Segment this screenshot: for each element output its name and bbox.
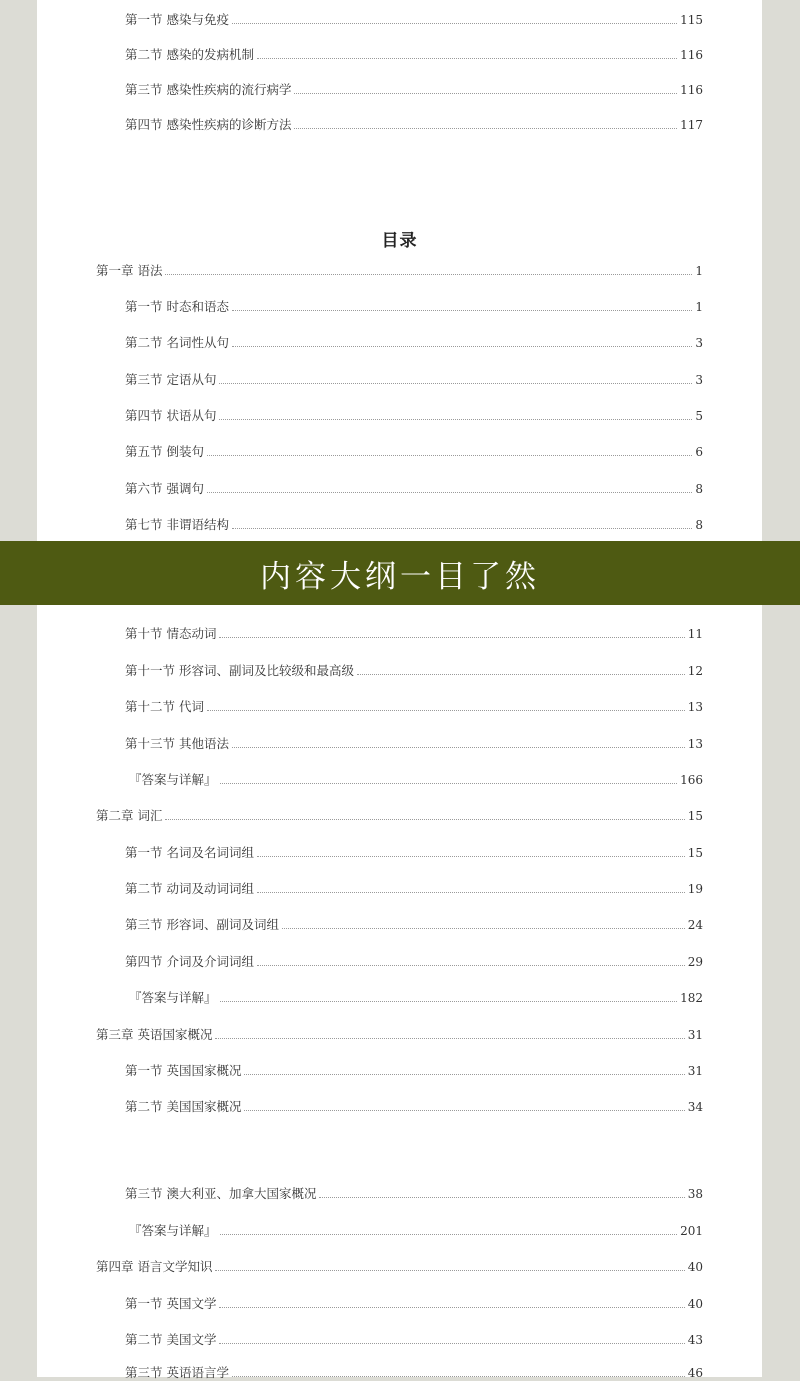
toc-leader [244,1073,684,1075]
toc-leader [232,309,692,311]
toc-entry [125,1292,703,1312]
banner-text: 内容大纲一目了然 [260,558,540,595]
toc-leader [220,782,678,784]
toc-leader [257,57,677,59]
toc-entry-page: 3 [695,373,703,387]
toc-leader [215,1269,684,1271]
toc-entry [125,695,703,715]
toc-entry-label: 第十三节 其他语法 [125,736,229,751]
toc-entry-page: 46 [687,1366,703,1380]
toc-entry [125,950,703,970]
toc-entry-page: 29 [687,955,703,969]
toc-chapter [96,259,703,279]
toc-entry-label: 第二节 名词性从句 [125,335,229,350]
toc-leader [220,1233,678,1235]
toc-entry-label: 第二节 美国国家概况 [125,1099,242,1114]
toc-entry-label: 第一节 名词及名词词组 [125,845,254,860]
toc-entry [125,440,703,460]
toc-entry-page: 5 [695,409,703,423]
toc-entry-label: 第三节 形容词、副词及词组 [125,917,279,932]
toc-entry [125,113,703,133]
toc-entry-label: 第二节 美国文学 [125,1332,217,1347]
toc-entry [125,622,703,642]
toc-leader [232,345,692,347]
toc-entry [125,1182,703,1202]
toc-entry-label: 第四节 介词及介词词组 [125,954,254,969]
toc-entry-label: 第一节 时态和语态 [125,299,229,314]
toc-entry-label: 第二节 动词及动词词组 [125,881,254,896]
toc-entry-page: 1 [695,264,703,278]
toc-entry-label: 第三节 英语语言学 [125,1365,229,1380]
toc-entry [125,404,703,424]
toc-entry-page: 31 [687,1028,703,1042]
toc-leader [282,927,685,929]
toc-entry [125,913,703,933]
toc-entry-page: 11 [687,627,703,641]
toc-entry [125,1095,703,1115]
toc-leader [294,92,677,94]
toc-entry [125,732,703,752]
toc-entry [125,1059,703,1079]
toc-entry [125,513,703,533]
toc-entry-label: 第五节 倒装句 [125,444,204,459]
toc-entry-label: 第七节 非谓语结构 [125,517,229,532]
toc-entry-page: 40 [687,1260,703,1274]
toc-answers-entry [129,768,703,788]
toc-leader [207,491,692,493]
toc-leader [215,1037,684,1039]
toc-entry-label: 第一节 感染与免疫 [125,12,229,27]
toc-entry-label: 第二节 感染的发病机制 [125,47,254,62]
document-page [37,0,762,1377]
toc-leader [319,1196,684,1198]
toc-entry-page: 3 [695,336,703,350]
toc-entry-page: 201 [680,1224,703,1238]
toc-leader [207,454,692,456]
toc-entry [125,78,703,98]
toc-leader [207,709,685,711]
toc-entry-label: 第二章 词汇 [96,808,163,823]
toc-entry-page: 166 [680,773,703,787]
toc-entry-page: 12 [687,664,703,678]
toc-chapter [96,1023,703,1043]
toc-leader [165,818,684,820]
toc-leader [257,855,685,857]
toc-leader [232,527,692,529]
toc-leader [220,1000,678,1002]
toc-entry-page: 182 [680,991,703,1005]
toc-leader [219,636,684,638]
toc-entry-label: 第四章 语言文学知识 [96,1259,213,1274]
toc-entry-page: 19 [687,882,703,896]
toc-entry-label: 第十节 情态动词 [125,626,217,641]
toc-entry-page: 6 [695,445,703,459]
toc-leader [219,418,692,420]
toc-entry [125,659,703,679]
toc-entry [125,331,703,351]
toc-answers-entry [129,1219,703,1239]
toc-entry-label: 第三章 英语国家概况 [96,1027,213,1042]
toc-entry [125,368,703,388]
toc-chapter [96,804,703,824]
toc-entry [125,295,703,315]
toc-entry-page: 116 [680,83,703,97]
toc-entry [125,477,703,497]
toc-entry-label: 『答案与详解』 [129,1223,217,1238]
toc-leader [232,22,677,24]
toc-leader [219,382,692,384]
toc-chapter [96,1255,703,1275]
toc-entry-page: 40 [687,1297,703,1311]
toc-entry-label: 第一章 语法 [96,263,163,278]
toc-entry-page: 34 [687,1100,703,1114]
toc-entry-page: 115 [680,13,703,27]
toc-entry-page: 43 [687,1333,703,1347]
toc-entry-label: 第四节 状语从句 [125,408,217,423]
toc-entry-page: 8 [695,482,703,496]
toc-entry-page: 13 [687,700,703,714]
toc-entry-page: 24 [687,918,703,932]
toc-leader [257,964,685,966]
toc-title: 目录 [381,231,418,251]
toc-leader [165,273,692,275]
toc-entry-label: 第十一节 形容词、副词及比较级和最高级 [125,663,354,678]
toc-entry-page: 116 [680,48,703,62]
toc-entry-label: 第三节 澳大利亚、加拿大国家概况 [125,1186,317,1201]
toc-entry-label: 『答案与详解』 [129,772,217,787]
toc-entry-label: 第三节 定语从句 [125,372,217,387]
toc-leader [219,1306,684,1308]
toc-leader [244,1109,684,1111]
toc-entry-label: 第十二节 代词 [125,699,204,714]
toc-leader [232,746,685,748]
toc-entry [125,1361,703,1381]
toc-entry-label: 第一节 英国国家概况 [125,1063,242,1078]
toc-entry-label: 第六节 强调句 [125,481,204,496]
toc-entry-page: 13 [687,737,703,751]
toc-entry-page: 117 [680,118,703,132]
toc-entry-label: 第三节 感染性疾病的流行病学 [125,82,292,97]
toc-entry-page: 15 [687,809,703,823]
toc-entry [125,8,703,28]
toc-leader [357,673,685,675]
toc-leader [294,127,677,129]
toc-entry-page: 31 [687,1064,703,1078]
toc-entry [125,43,703,63]
toc-entry [125,841,703,861]
toc-leader [219,1342,684,1344]
toc-entry-label: 第一节 英国文学 [125,1296,217,1311]
toc-entry-label: 『答案与详解』 [129,990,217,1005]
toc-entry [125,1328,703,1348]
toc-entry-page: 1 [695,300,703,314]
toc-answers-entry [129,986,703,1006]
section-banner [0,541,800,605]
toc-entry-page: 15 [687,846,703,860]
toc-entry-label: 第四节 感染性疾病的诊断方法 [125,117,292,132]
toc-leader [257,891,685,893]
toc-entry [125,877,703,897]
toc-entry-page: 8 [695,518,703,532]
toc-entry-page: 38 [687,1187,703,1201]
